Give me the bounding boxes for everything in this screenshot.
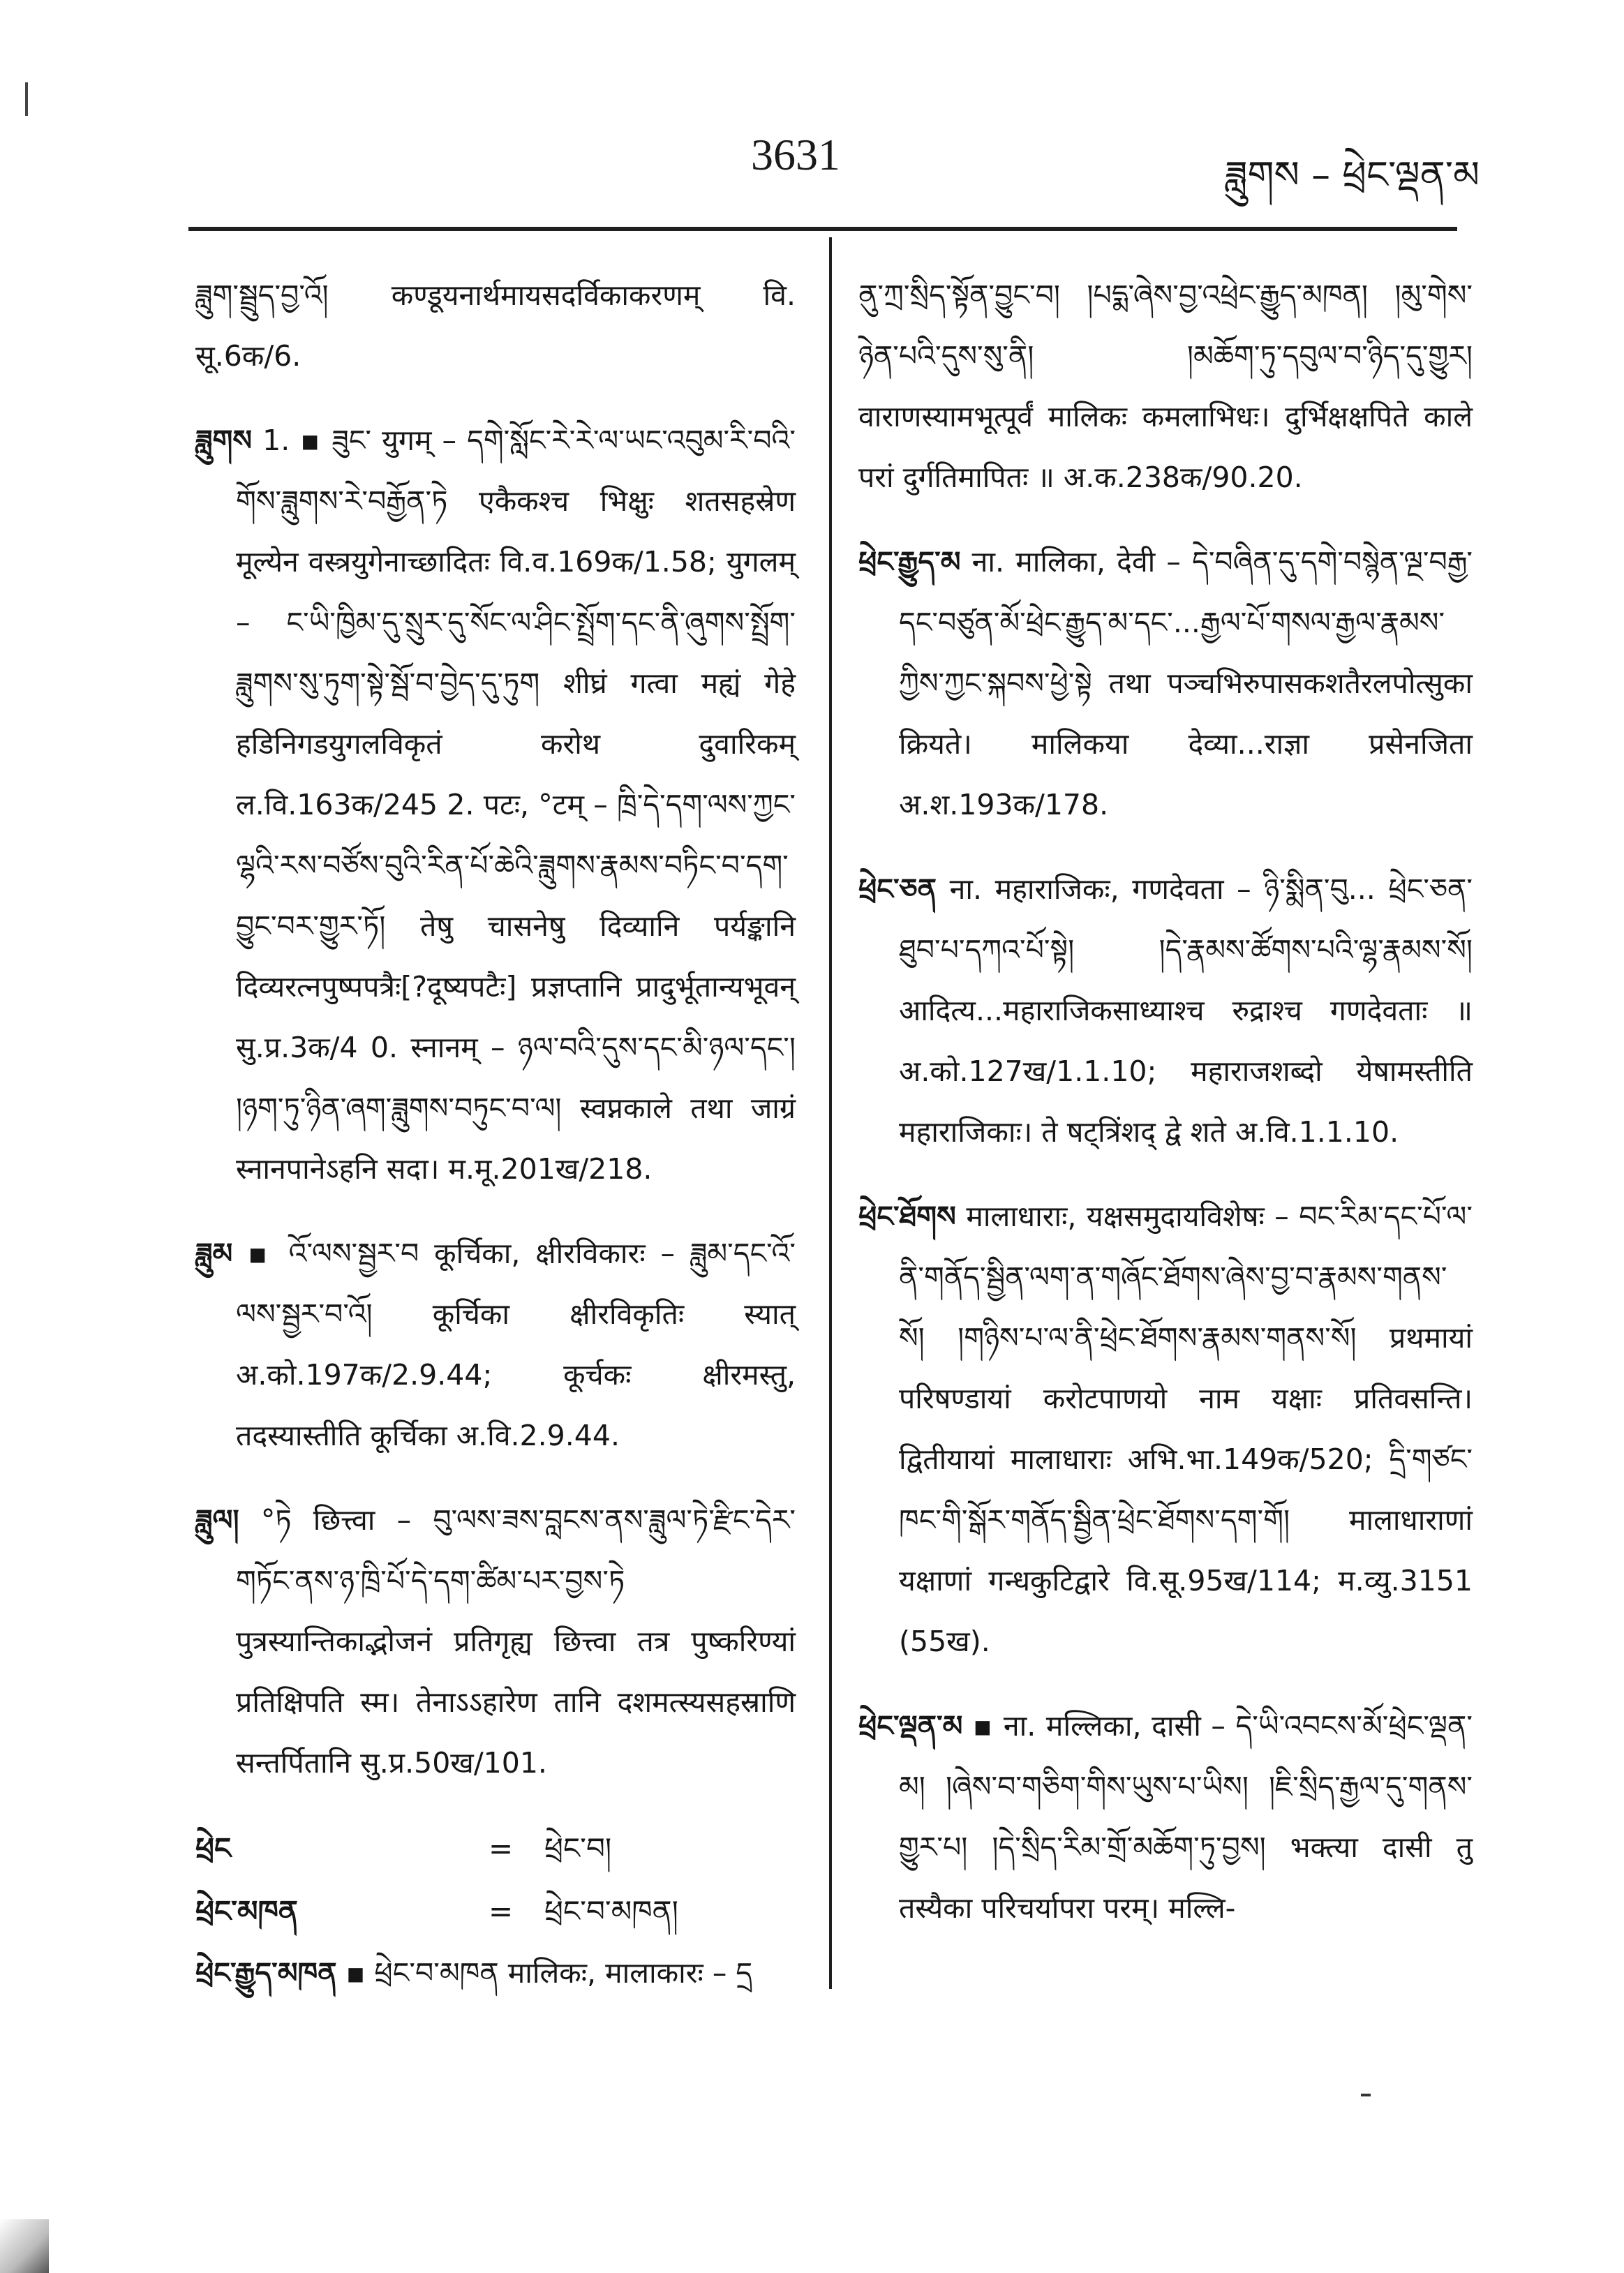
running-head: ཟླུགས – ཕྲེང་ལྡན་མ	[1225, 153, 1480, 197]
xref-target: ཕྲེང་བ་མཁན།	[544, 1894, 678, 1928]
entry-text: ▪ འོ་ལས་སྦྱར་བ कूर्चिका, क्षीरविकारः – ཟླུམ་དང་འོ་ལས་སྦྱར་བ་འོ། कूर्चिका क्षीरविकृतिः स्यात् अ.को.197क/2.9.44; कूर्चकः क्षीरमस्तु, तदस्यास्तीति कूर्चिका अ.वि.2.9.44.	[232, 1237, 796, 1452]
entry-headword: ཕྲེང་རྒྱུད་མ	[858, 545, 961, 579]
entry-headword: ཕྲེང་ཐོགས	[858, 1200, 956, 1233]
xref-headword: ཕྲེང	[195, 1831, 232, 1865]
entry-text: ཟླུག་སྦྲུད་བྱ་འོ། कण्डूयनार्थमायसदर्विकाकरणम् वि. सू.6क/6.	[195, 278, 796, 373]
dictionary-entry	[195, 410, 796, 1200]
dictionary-entry	[858, 1696, 1473, 1939]
cross-reference	[195, 1817, 796, 1880]
xref-headword: ཕྲེང་མཁན	[195, 1894, 298, 1928]
left-column	[195, 265, 796, 2027]
entry-text: 1. ▪ ཟུང་ युगम् – དགེ་སློང་རེ་རེ་ལ་ཡང་འབུམ་རི་བའི་གོས་ཟླུགས་རེ་བརྒྱོན་ཏེ एकैकश्च भिक्षुः शतसहस्रेण मूल्येन वस्त्रयुगेनाच्छादितः वि.व.169क/1.58; युगलम् – ང་ཡི་ཁྱིམ་དུ་སྲུར་དུ་སོང་ལ་ཤིང་སྤྲོག་དང་ནི་ཞུགས་སྤྲོག་ཟླུགས་སུ་ཏུག་སྟེ་སྦོ་བ་བྱེད་དུ་ཏུག शीघ्रं गत्वा मह्यं गेहे हडिनिगडयुगलविकृतं करोथ दुवारिकम् ल.वि.163क/245 2. पटः, °टम् – ཁྲི་དེ་དག་ལས་ཀྱང་ལྷའི་རས་བཙོས་བུའི་རིན་པོ་ཆེའི་ཟླུགས་རྣམས་བཏིང་བ་དག་བྱུང་བར་གྱུར་ཏོ། तेषु चासनेषु दिव्यानि पर्यङ्कानि दिव्यरत्नपुष्पपत्रैः[?दूष्यपटैः] प्रज्ञप्तानि प्रादुर्भूतान्यभूवन् सु.प्र.3क/4 0. स्नानम् – ཉལ་བའི་དུས་དང་མི་ཉལ་དང་། །ཉག་ཏུ་ཉིན་ཞག་ཟླུགས་བཏུང་བ་ལ། स्वप्नकाले तथा जाग्रं स्नानपानेऽहनि सदा। म.मू.201ख/218.	[236, 424, 796, 1186]
dictionary-entry	[858, 265, 1473, 508]
dictionary-entry	[858, 1186, 1473, 1672]
xref-target: ཕྲེང་བ།	[544, 1831, 612, 1865]
xref-equals: =	[489, 1831, 514, 1865]
cross-reference	[195, 1880, 796, 1943]
dictionary-entry	[195, 1490, 796, 1794]
dictionary-entry	[195, 1943, 796, 2004]
page-number: 3631	[751, 130, 840, 179]
dictionary-entry	[858, 859, 1473, 1163]
entry-text: ना. मालिका, देवी – དེ་བཞིན་དུ་དགེ་བསྙེན་ལྔ་བརྒྱ་དང་བཙུན་མོ་ཕྲེང་རྒྱུད་མ་དང་...རྒྱལ་པོ་གསལ་རྒྱལ་རྣམས་ཀྱིས་ཀྱང་སྐབས་ཕྱེ་སྟེ तथा पञ्चभिरुपासकशतैरलपोत्सुका क्रियते। मालिकया देव्या...राज्ञा प्रसेनजिता अ.श.193क/178.	[899, 545, 1473, 821]
entry-headword: ཟླུལ།	[195, 1503, 239, 1537]
dictionary-entry	[195, 265, 796, 387]
column-divider	[829, 237, 832, 1989]
right-column	[858, 265, 1473, 1962]
entry-headword: ཟླུམ	[195, 1237, 233, 1270]
entry-text: ནུ་ཀྲ་སྲིད་སྟོན་བྱུང་བ། །པདྨ་ཞེས་བྱ་འཕྲེང་རྒྱུད་མཁན། །མུ་གེས་ཉེན་པའི་དུས་སུ་ནི། །མཆོག་ཏུ་དབུལ་བ་ཉིད་དུ་གྱུར། वाराणस्यामभूत्पूर्वं मालिकः कमलाभिधः। दुर्भिक्षक्षपिते काले परां दुर्गतिमापितः ॥ अ.क.238क/90.20.	[858, 278, 1473, 494]
entry-headword: ཟླུགས	[195, 424, 253, 457]
entry-headword: ཕྲེང་ལྡན་མ	[858, 1709, 963, 1743]
entry-text: मालाधाराः, यक्षसमुदायविशेषः – བང་རིམ་དང་པོ་ལ་ནི་གནོད་སྦྱིན་ལག་ན་གཞོང་ཐོགས་ཞེས་བྱ་བ་རྣམས་གནས་སོ། །གཉིས་པ་ལ་ནི་ཕྲེང་ཐོགས་རྣམས་གནས་སོ། प्रथमायां परिषण्डायां करोटपाणयो नाम यक्षाः प्रतिवसन्ति। द्वितीयायां मालाधाराः अभि.भा.149क/520; དྲི་གཙང་ཁང་གི་སྒོར་གནོད་སྦྱིན་ཕྲེང་ཐོགས་དག་གོ། मालाधाराणां यक्षाणां गन्धकुटिद्वारे वि.सू.95ख/114; म.व्यु.3151 (55ख).	[899, 1200, 1473, 1658]
scan-corner-artifact	[0, 2219, 49, 2273]
entry-text: °ཏེ छित्त्वा – བུ་ལས་ཟས་བླངས་ནས་ཟླུལ་ཏེ་རྫིང་དེར་གཏོང་ནས་ཉ་ཁྲི་པོ་དེ་དག་ཚིམ་པར་བྱས་ཏེ पुत्रस्यान्तिकाद्भोजनं प्रतिगृह्य छित्त्वा तत्र पुष्करिण्यां प्रतिक्षिपति स्म। तेनाऽऽहारेण तानि दशमत्स्यसहस्राणि सन्तर्पितानि सु.प्र.50ख/101.	[236, 1503, 796, 1780]
page-header	[0, 0, 1624, 230]
entry-text: ▪ ཕྲེང་བ་མཁན मालिकः, मालाकारः – དྲ	[336, 1956, 753, 1990]
entry-text: ▪ ना. मल्लिका, दासी – དེ་ཡི་འབངས་མོ་ཕྲེང་ལྡན་མ། །ཞེས་བ་གཅིག་གིས་ཡུས་པ་ཡིས། །ཇི་སྲིད་རྒྱལ་དུ་གནས་གྱུར་པ། །དེ་སྲིད་རིམ་གྲོ་མཆོག་ཏུ་བྱས། भक्त्या दासी तु तस्यैका परिचर्यापरा परम्। मल्लि-	[899, 1709, 1473, 1925]
dictionary-entry	[858, 532, 1473, 835]
xref-equals: =	[489, 1894, 514, 1928]
entry-headword: ཕྲེང་ཅན	[858, 872, 937, 906]
stray-dash-mark	[1361, 2094, 1371, 2096]
dictionary-entry	[195, 1223, 796, 1466]
entry-headword: ཕྲེང་རྒྱུད་མཁན	[195, 1956, 337, 1990]
header-rule	[188, 227, 1457, 231]
entry-text: ना. महाराजिकः, गणदेवता – ཉི་སྨིན་བུ... ཕྲེང་ཅན་ཐུབ་པ་དཀའ་པོ་སྟེ། །དེ་རྣམས་ཚོགས་པའི་ལྷ་རྣམས་སོ། आदित्य...महाराजिकसाध्याश्च रुद्राश्च गणदेवताः ॥ अ.को.127ख/1.1.10; महाराजशब्दो येषामस्तीति महाराजिकाः। ते षट्त्रिंशद् द्वे शते अ.वि.1.1.10.	[899, 872, 1473, 1149]
